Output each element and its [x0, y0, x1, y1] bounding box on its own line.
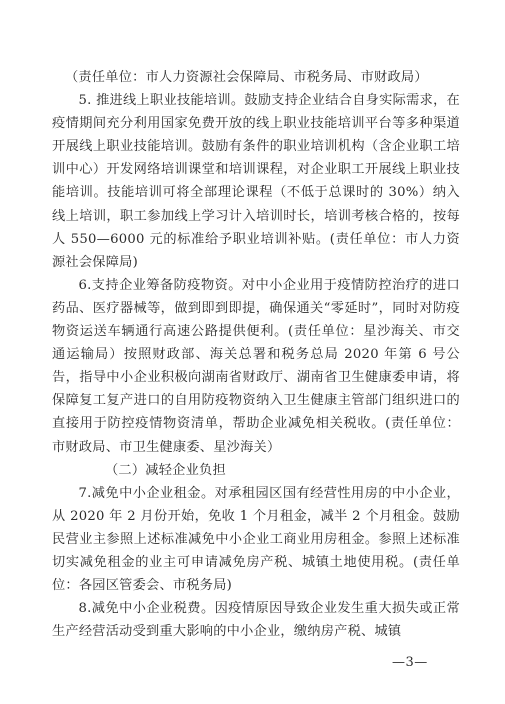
- document-body: [52, 66, 460, 643]
- paragraph-tax-reduction: 8.减免中小企业税费。因疫情原因导致企业发生重大损失或正常生产经营活动受到重大影响的中小企业，缴纳房产税、城镇: [52, 601, 460, 640]
- responsibility-note: （责任单位：市人力资源社会保障局、市税务局、市财政局）: [65, 70, 428, 85]
- page-number: —3—: [392, 655, 428, 670]
- paragraph-rent-reduction: 7.减免中小企业租金。对承租园区国有经营性用房的中小企业，从 2020 年 2 月份开始，免收 1 个月租金，减半 2 个月租金。鼓励民营业主参照上述标准减免中小企业工商业用房租金。参照上述标准切实减免租金的业主可申请减免房产税、城镇土地使用税。(责任单位：各园区管委会、市税务局): [52, 485, 460, 594]
- paragraph-online-skills-training: 5. 推进线上职业技能培训。鼓励支持企业结合自身实际需求，在疫情期间充分利用国家免费开放的线上职业技能培训平台等多种渠道开展线上职业技能培训。鼓励有条件的职业培训机构（含企业职工培训中心）开发网络培训课堂和培训课程，对企业职工开展线上职业技能培训。技能培训可将全部理论课程（不低于总课时的 30%）纳入线上培训，职工参加线上学习计入培训时长，培训考核合格的，按每人 550—6000 元的标准给予职业培训补贴。(责任单位：市人力资源社会保障局): [52, 93, 460, 270]
- paragraph-epidemic-supplies: 6.支持企业筹备防疫物资。对中小企业用于疫情防控治疗的进口药品、医疗器械等，做到即到即提，确保通关“零延时”，同时对防疫物资运送车辆通行高速公路提供便利。(责任单位：星沙海关、市交通运输局）按照财政部、海关总署和税务总局 2020 年第 6 号公告，指导中小企业积极向湖南省财政厅、湖南省卫生健康委申请，将保障复工复产进口的自用防疫物资纳入卫生健康主管部门组织进口的直接用于防控疫情物资清单，帮助企业减免相关税收。(责任单位：市财政局、市卫生健康委、星沙海关）: [52, 277, 460, 455]
- section-heading-reduce-burden: （二）减轻企业负担: [105, 462, 226, 478]
